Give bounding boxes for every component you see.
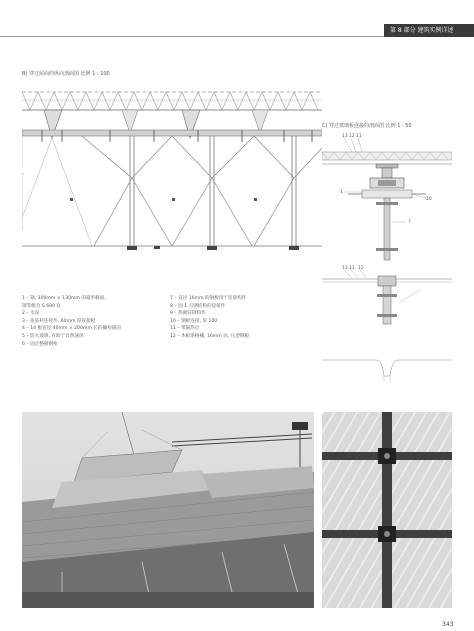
callout-7: 7 xyxy=(408,220,411,225)
legend-item: 11 – 带隔热层 xyxy=(170,326,200,332)
legend-item: 12 – 木板条格栅, 16mm 高, 压型钢板 xyxy=(170,333,250,339)
legend-item: 5 – 防火玻璃, 有助于自然通风 xyxy=(22,333,84,339)
construction-crane-photo xyxy=(22,412,314,608)
legend-right-column xyxy=(170,295,310,341)
legend-item: 7 – 直径 16mm 的钢板用于连接构件 xyxy=(170,296,247,301)
legend-left-column xyxy=(22,295,162,348)
page-number: 343 xyxy=(442,621,454,628)
legend-item: 1 – 钢, 300mm × 130mm 的箱形截面, xyxy=(22,296,106,301)
caption-longitudinal-section: B) 穿过屋面的纵向剖面图 比例 1 : 100 xyxy=(22,71,110,77)
callout-1: 1 xyxy=(340,190,343,195)
header-rule xyxy=(0,36,384,37)
callout-10: 10 xyxy=(426,197,432,202)
longitudinal-section-drawing xyxy=(22,78,322,288)
legend-item: 3 – 张弦杆连接件, 60mm 厚连接板 xyxy=(22,318,96,324)
glass-roof-detail-photo xyxy=(322,412,452,608)
callout-13b: 13 xyxy=(342,266,348,271)
legend-item: 9 – 热镀锌钢构件 xyxy=(170,311,206,317)
callout-12: 12 xyxy=(349,134,355,139)
callout-13: 13 xyxy=(342,134,348,139)
glass-connection-detail-lower xyxy=(322,262,452,332)
caption-glass-connection-section: C) 穿过玻璃板连接的剖面图 比例 1 : 50 xyxy=(322,123,412,129)
legend-item: 10 – 钢板连接, 厚 100 xyxy=(170,318,218,324)
callout-11b: 11 xyxy=(349,266,355,271)
legend-item: 6 – 固定整板钢桁 xyxy=(22,341,58,347)
glass-connection-detail-upper xyxy=(322,130,452,262)
legend-item: 2 – 水泥 xyxy=(22,311,40,317)
callout-11: 11 xyxy=(356,134,362,139)
legend-item: 钢等级为 S 690 Q xyxy=(22,303,61,309)
section-header: 第 8 部分 建筑实例详述 xyxy=(384,24,474,37)
roof-profile-sketch xyxy=(322,348,452,382)
legend-item: 4 – 14 根直径 40mm × 200mm 长的螺栓锚固 xyxy=(22,326,121,332)
legend-item: 8 – 固 1 点钢结构的驳接件 xyxy=(170,303,226,309)
callout-12b: 12 xyxy=(358,266,364,271)
